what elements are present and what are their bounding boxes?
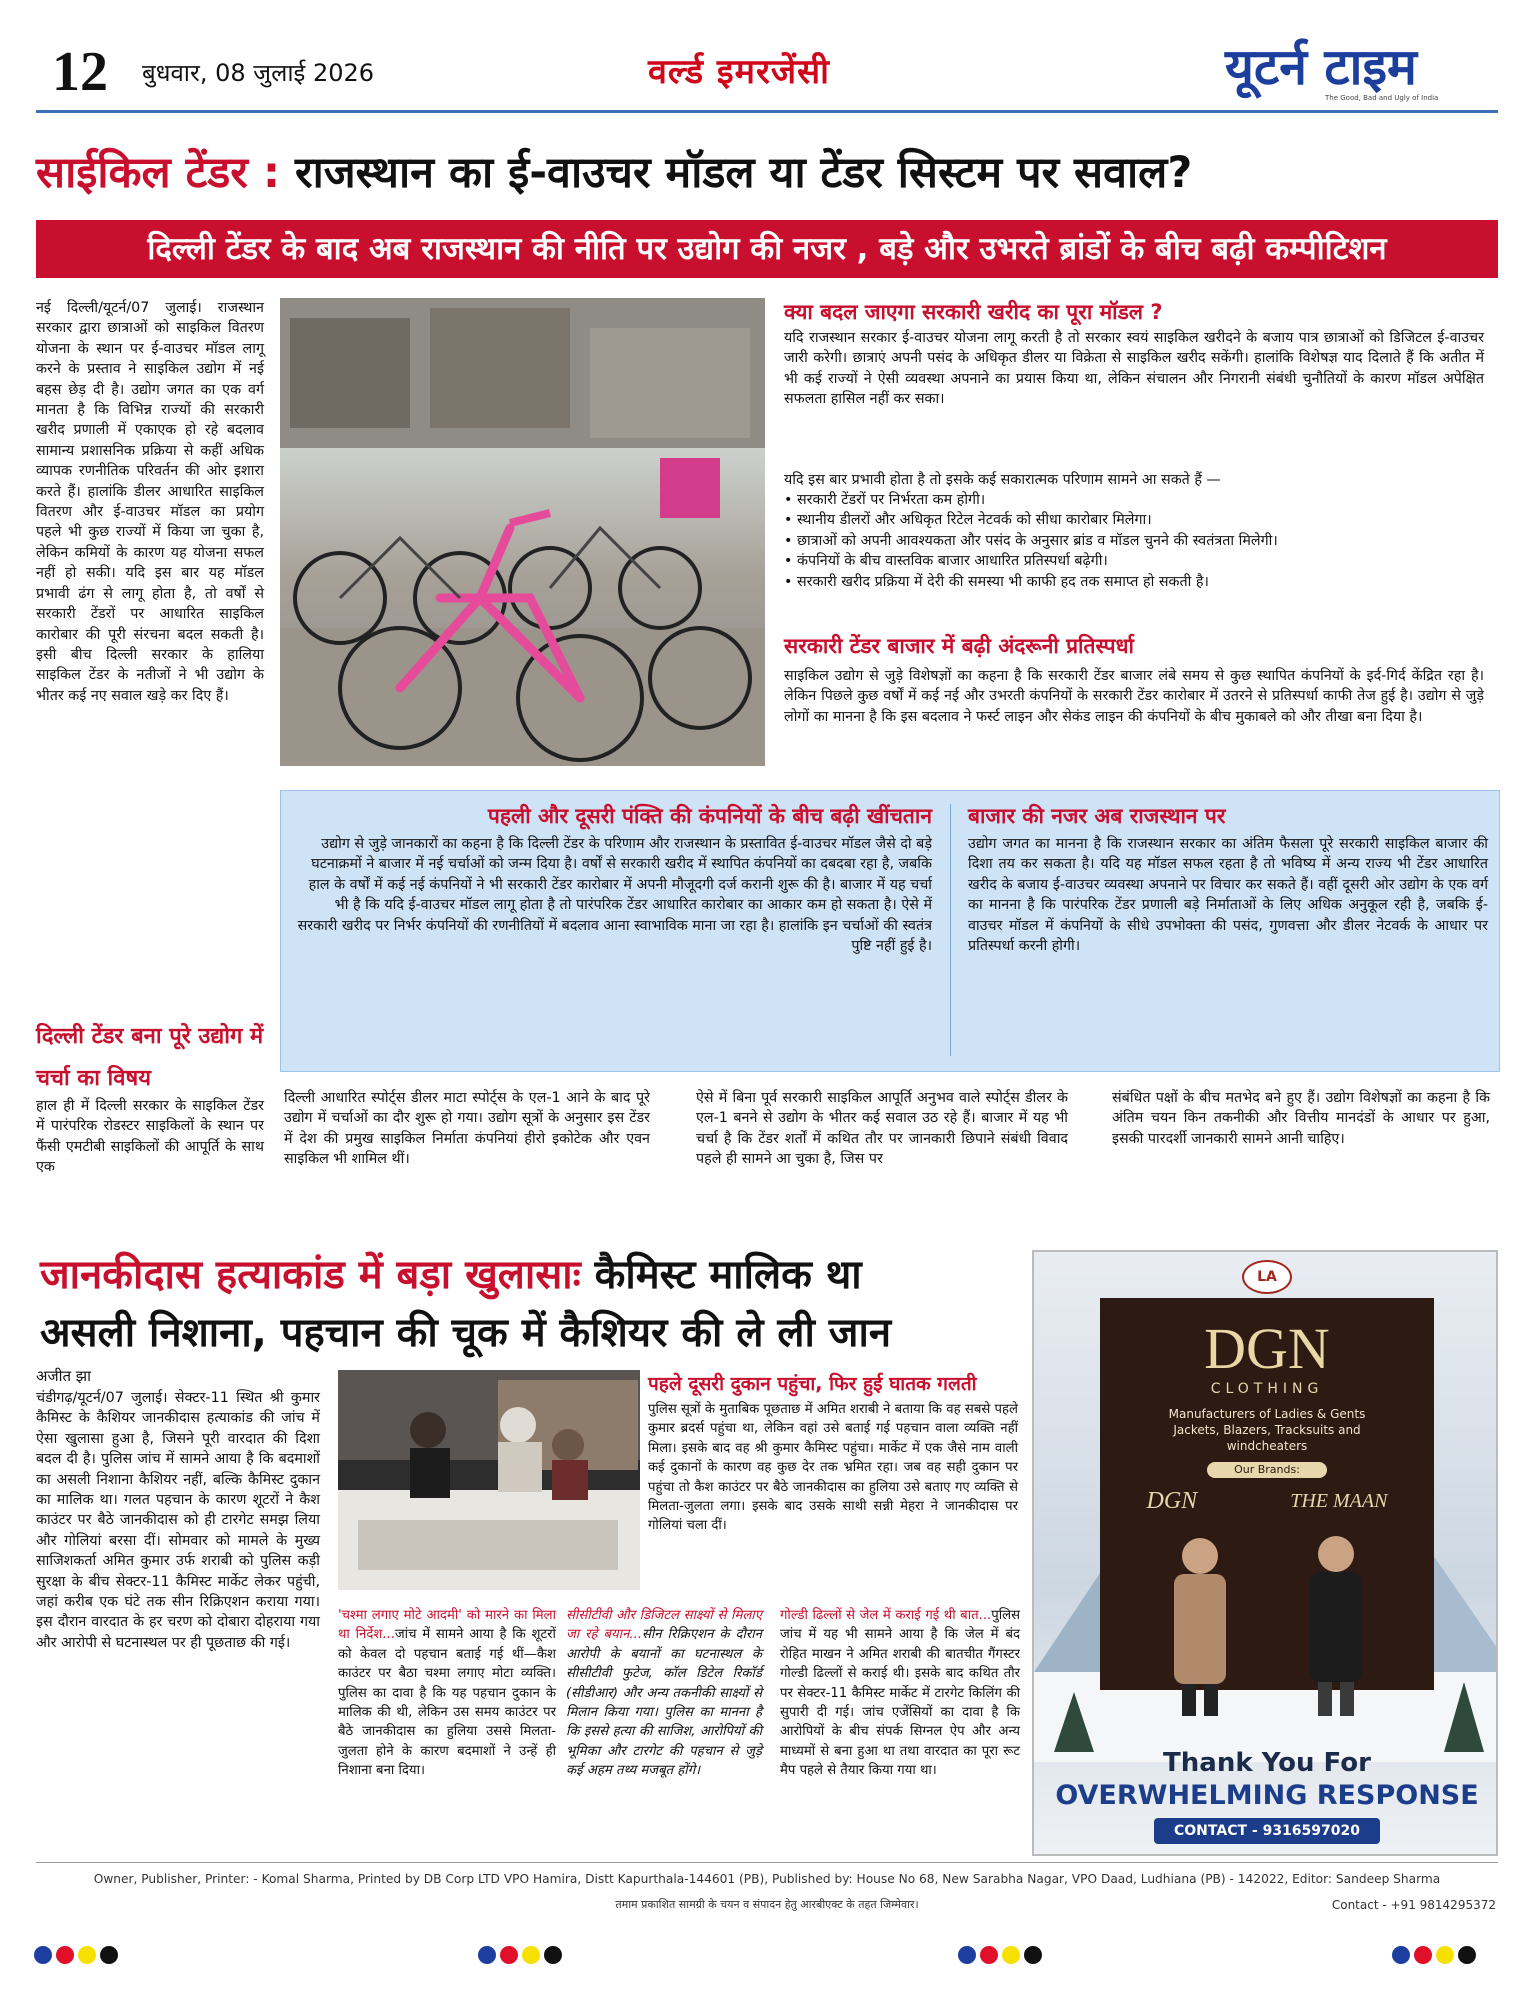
registration-marks-left [34, 1946, 122, 1968]
story1-subheadline: दिल्ली टेंडर के बाद अब राजस्थान की नीति पर उद्योग की नजर , बड़े और उभरते ब्रांडों के बीच बढ़ी कम्पीटिशन [36, 220, 1498, 278]
col-b-kicker: सीसीटीवी और डिजिटल साक्ष्यों से मिलाए जा रहे बयान... [566, 1608, 762, 1643]
issue-date: बुधवार, 08 जुलाई 2026 [142, 59, 375, 87]
footer-imprint: Owner, Publisher, Printer: - Komal Sharma, Printed by DB Corp LTD VPO Hamira, Distt Kapurthala-144601 (PB), Published by: House No 68, New Sarabha Nagar, VPO Daad, Ludhiana (PB) - 142022, Editor: Sandeep Sharma [93, 1872, 1441, 1886]
bullet-item: • छात्राओं को अपनी आवश्यकता और पसंद के अनुसार ब्रांड व मॉडल चुनने की स्वतंत्रता मिलेगी। [784, 532, 1278, 549]
masthead-logo: यूटर्न टाइम The Good, Bad and Ugly of India [1225, 38, 1439, 102]
story1-right-para-2: यदि इस बार प्रभावी होता है तो इसके कई सकारात्मक परिणाम सामने आ सकते हैं — [784, 472, 1221, 488]
story1-right-subhead-2: सरकारी टेंडर बाजार में बढ़ी अंदरूनी प्रतिस्पर्धा [784, 634, 1134, 658]
box-para-2: उद्योग जगत का मानना है कि राजस्थान सरकार का अंतिम फैसला पूरे सरकारी साइकिल बाजार की दिशा तय कर सकता है। यदि यह मॉडल सफल रहता है तो भविष्य में अन्य राज्य भी टेंडर आधारित खरीद के बजाय ई-वाउचर व्यवस्था अपनाने पर विचार कर सकते हैं। वहीं दूसरी ओर उद्योग के एक वर्ग का मानना है कि पारंपरिक टेंडर प्रणाली बड़े निर्माताओं के लिए अधिक अनुकूल रही है, जबकि ई-वाउचर मॉडल में कंपनियों के सीधे उपभोक्ता की पसंद, गुणवत्ता और डीलर नेटवर्क के आधार पर प्रतिस्पर्धा करनी होगी। [968, 836, 1488, 955]
bicycle-photo [280, 298, 765, 766]
section-title: वर्ल्ड इमरजेंसी [648, 52, 830, 92]
col-a-text: जांच में सामने आया है कि शूटरों को केवल दो पहचान बताई गई थीं—कैश काउंटर पर बैठा चश्मा लगाए मोटा व्यक्ति। पुलिस का दावा है कि यह पहचान दुकान के मालिक की थी, लेकिन उस समय काउंटर पर बैठे जानकीदास का हुलिया उससे मिलता-जुलता होने के कारण बदमाशों ने उन्हें ही निशाना बना दिया। [338, 1627, 556, 1779]
story2-byline: अजीत झा [36, 1367, 92, 1385]
bullet-item: • सरकारी खरीद प्रक्रिया में देरी की समस्या भी काफी हद तक समाप्त हो सकती है। [784, 573, 1209, 590]
story2-right-para: पुलिस सूत्रों के मुताबिक पूछताछ में अमित शराबी ने बताया कि वह सबसे पहले कुमार ब्रदर्स पहुंचा था, लेकिन वहां उसे बताई गई पहचान वाला व्यक्ति नहीं मिला। इसके बाद वह श्री कुमार कैमिस्ट पहुंचा। मार्केट में एक जैसे नाम वाली कई दुकानों के कारण वह कुछ देर तक भ्रमित रहा। जब वह सही दुकान पर पहुंचा तो कैश काउंटर पर बैठे जानकीदास का हुलिया उसे बताए गए व्यक्ति से मिलता-जुलता लगा। इसके बाद उसके साथी सन्नी मेहरा ने जानकीदास पर गोलियां चला दीं। [648, 1402, 1018, 1534]
ad-brand-2: THE MAAN [1290, 1490, 1388, 1512]
col-b-text: सीन रिक्रिएशन के दौरान आरोपी के बयानों का घटनास्थल के सीसीटीवी फुटेज, कॉल डिटेल रिकॉर्ड (सीडीआर) और अन्य तकनीकी साक्ष्यों से मिलान किया गया। पुलिस का मानना है कि इससे हत्या की साजिश, आरोपियों की भूमिका और टारगेट की पहचान से जुड़े कई अहम तथ्य मजबूत होंगे। [566, 1627, 762, 1779]
story1-bottom-col-3: संबंधित पक्षों के बीच मतभेद बने हुए हैं। उद्योग विशेषज्ञों का कहना है कि अंतिम चयन किन तकनीकी और वित्तीय मानदंडों के आधार पर हुआ, इसकी पारदर्शी जानकारी सामने आनी चाहिए। [1112, 1090, 1490, 1147]
ad-logo-badge: LA [1242, 1260, 1292, 1294]
footer-contact: Contact - +91 9814295372 [1331, 1898, 1496, 1912]
dgn-clothing-ad[interactable] [1032, 1250, 1498, 1856]
ad-tagline: Manufacturers of Ladies & Gents Jackets, Blazers, Tracksuits and windcheaters [1168, 1407, 1366, 1453]
story2-col-a [338, 1606, 556, 1781]
story1-left-column: नई दिल्ली/यूटर्न/07 जुलाई। राजस्थान सरकार द्वारा छात्राओं को साइकिल वितरण योजना के स्थान पर ई-वाउचर मॉडल लागू करने के प्रस्ताव ने साइकिल उद्योग में नई बहस छेड़ दी है। उद्योग जगत का एक वर्ग मानता है कि विभिन्न राज्यों की सरकारी खरीद प्रणाली में एकाएक हो रहे बदलाव सामान्य प्रशासनिक प्रक्रिया से कहीं अधिक व्यापक रणनीतिक परिवर्तन की ओर इशारा करते हैं। हालांकि डीलर आधारित साइकिल वितरण और ई-वाउचर मॉडल का प्रयोग पहले भी कुछ राज्यों में किया जा चुका है, लेकिन कमियों के कारण यह योजना सफल नहीं हो सकी। यदि इस बार यह मॉडल प्रभावी ढंग से लागू होता है, तो वर्षों से सरकारी टेंडरों पर आधारित साइकिल कारोबार की पूरी संरचना बदल सकती है। इसी बीच दिल्ली सरकार के हालिया साइकिल टेंडर के नतीजों ने भी उद्योग के भीतर कई नए सवाल खड़े कर दिए हैं। [36, 300, 264, 704]
story1-bottom-col-2: ऐसे में बिना पूर्व सरकारी साइकिल आपूर्ति अनुभव वाले स्पोर्ट्स डीलर के एल-1 बनने से उद्योग के भीतर कई सवाल उठ रहे हैं। बाजार में यह भी चर्चा है कि टेंडर शर्तों में कथित तौर पर जानकारी छिपाने संबंधी विवाद पहले ही सामने आ चुका है, जिस पर [696, 1090, 1068, 1168]
bullet-item: • सरकारी टेंडरों पर निर्भरता कम होगी। [784, 492, 986, 508]
col-c-text: पुलिस जांच में यह भी सामने आया है कि जेल में बंद रोहित माखन ने अमित शराबी की बातचीत गैंगस्टर गोल्डी ढिल्लों से कराई थी। इसके बाद कथित तौर पर सेक्टर-11 कैमिस्ट मार्केट में टारगेट किलिंग की सुपारी दी गई। जांच एजेंसियों का दावा है कि आरोपियों के बीच संपर्क सिग्नल ऐप और अन्य माध्यमों से बना हुआ था तथा वारदात का पूरा रूट मैप पहले से तैयार किया गया था। [780, 1608, 1020, 1779]
story1-bullet-list [784, 490, 1484, 592]
story1-bottom-col-1: दिल्ली आधारित स्पोर्ट्स डीलर माटा स्पोर्ट्स के एल-1 आने के बाद पूरे उद्योग में चर्चाओं का दौर शुरू हो गया। उद्योग सूत्रों के अनुसार इस टेंडर में देश की प्रमुख साइकिल निर्माता कंपनियां हीरो इकोटेक और एवन साइकिल भी शामिल थीं। [284, 1090, 650, 1168]
story1-headline: साईकिल टेंडर : राजस्थान का ई-वाउचर मॉडल या टेंडर सिस्टम पर सवाल? [36, 148, 1193, 198]
story2-right-subhead: पहले दूसरी दुकान पहुंचा, फिर हुई घातक गलती [648, 1373, 977, 1395]
ad-brand-1: DGN [1146, 1488, 1198, 1514]
ad-models-illustration [1100, 1516, 1434, 1716]
registration-marks-center [478, 1946, 566, 1968]
story2-left-column: चंडीगढ़/यूटर्न/07 जुलाई। सेक्टर-11 स्थित श्री कुमार कैमिस्ट के कैशियर जानकीदास हत्याकांड की जांच में ऐसा खुलासा हुआ है, जिसने पूरी वारदात की दिशा बदल दी है। पुलिस जांच में सामने आया है कि बदमाशों का असली निशाना कैशियर नहीं, बल्कि कैमिस्ट दुकान का मालिक था। गलत पहचान के कारण शूटरों ने कैश काउंटर पर बैठे जानकीदास को ही टारगेट समझ लिया और गोलियां बरसा दीं। सोमवार को मामले के मुख्य साजिशकर्ता अमित कुमार उर्फ शराबी को पुलिस कड़ी सुरक्षा के बीच सेक्टर-11 कैमिस्ट मार्केट लेकर पहुंची, जहां करीब एक घंटे तक सीन रिक्रिएशन कराया गया। इस दौरान वारदात के हर चरण को दोबारा दोहराया गया और आरोपी से घटनास्थल पर ही पूछताछ की गई। [36, 1390, 320, 1651]
footer-rule [36, 1862, 1498, 1863]
ad-banner [1100, 1298, 1434, 1690]
ad-thanks-line-1: Thank You For [1163, 1748, 1371, 1778]
bicycle-photo-illustration [280, 298, 765, 766]
bullet-item: • कंपनियों के बीच वास्तविक बाजार आधारित प्रतिस्पर्धा बढ़ेगी। [784, 553, 1108, 570]
ad-brand-row [1100, 1486, 1434, 1516]
col-c-kicker: गोल्डी ढिल्लों से जेल में कराई गई थी बात... [780, 1608, 992, 1623]
header-rule [36, 110, 1498, 113]
page-number: 12 [52, 41, 108, 103]
registration-marks-right-center [958, 1946, 1046, 1968]
story2-col-b [566, 1606, 762, 1781]
footer-note: तमाम प्रकाशित सामग्री के चयन व संपादन हेतु आरबीएक्ट के तहत जिम्मेवार। [615, 1898, 919, 1911]
story2-headline: जानकीदास हत्याकांड में बड़ा खुलासाः कैमिस्ट मालिक था असली निशाना, पहचान की चूक में कैशियर की ले ली जान [40, 1252, 892, 1356]
ad-brand-sub: CLOTHING [1210, 1381, 1324, 1397]
box-divider [950, 804, 951, 1056]
box-subhead-2: बाजार की नजर अब राजस्थान पर [968, 804, 1226, 828]
ad-our-brands: Our Brands: [1207, 1462, 1327, 1478]
story1-right-para-1: यदि राजस्थान सरकार ई-वाउचर योजना लागू करती है तो सरकार स्वयं साइकिल खरीदने के बजाय पात्र छात्राओं को डिजिटल ई-वाउचर जारी करेगी। छात्राएं अपनी पसंद के अधिकृत डीलर या विक्रेता से साइकिल खरीद सकेंगी। हालांकि विशेषज्ञ याद दिलाते हैं कि अतीत में भी कई राज्यों ने ऐसी व्यवस्था अपनाने का प्रयास किया था, लेकिन संचालन और निगरानी संबंधी चुनौतियों के कारण मॉडल अपेक्षित सफलता हासिल नहीं कर सका। [784, 330, 1484, 408]
ad-contact[interactable]: CONTACT - 9316597020 [1154, 1818, 1380, 1844]
col-a-kicker: 'चश्मा लगाए मोटे आदमी' को मारने का मिला था निर्देश... [338, 1608, 556, 1643]
story1-right-subhead-1: क्या बदल जाएगा सरकारी खरीद का पूरा मॉडल ? [784, 300, 1163, 324]
story1-right-para-3: साइकिल उद्योग से जुड़े विशेषज्ञों का कहना है कि सरकारी टेंडर बाजार लंबे समय से कुछ स्थापित कंपनियों के इर्द-गिर्द केंद्रित रहा है। लेकिन पिछले कुछ वर्षों में कई नई और उभरती कंपनियों के सरकारी टेंडर कारोबार में उतरने से प्रतिस्पर्धा काफी तेज हुई है। उद्योग से जुड़े लोगों का मानना है कि इस बदलाव ने फर्स्ट लाइन और सेकंड लाइन की कंपनियों के बीच मुकाबले को और तीखा बना दिया है। [784, 668, 1484, 725]
cctv-photo [338, 1370, 640, 1590]
box-para-1: उद्योग से जुड़े जानकारों का कहना है कि दिल्ली टेंडर के परिणाम और राजस्थान के प्रस्तावित ई-वाउचर मॉडल जैसे दो बड़े घटनाक्रमों ने बाजार में नई चर्चाओं को जन्म दिया है। वर्षों से सरकारी खरीद में स्थापित कंपनियों का दबदबा रहा है, जबकि हाल के वर्षों में कई नई कंपनियों ने भी सरकारी टेंडर कारोबार में अपनी मौजूदगी दर्ज करानी शुरू की है। बाजार में यह चर्चा भी है कि यदि ई-वाउचर मॉडल लागू होता है तो पारंपरिक टेंडर आधारित कारोबार का आकार कम हो सकता है। ऐसे में सरकारी खरीद पर निर्भर कंपनियों की रणनीतियों में बदलाव आना स्वाभाविक माना जा रहा है। हालांकि इन चर्चाओं की स्वतंत्र पुष्टि नहीं हुई है। [297, 836, 932, 955]
ad-thanks-line-2: OVERWHELMING RESPONSE [1055, 1780, 1479, 1811]
registration-marks-right [1392, 1946, 1480, 1968]
story1-left-subhead: दिल्ली टेंडर बना पूरे उद्योग में चर्चा का विषय [36, 1024, 264, 1091]
cctv-illustration [338, 1370, 640, 1590]
story2-col-c [780, 1606, 1020, 1781]
story1-left-column-2: हाल ही में दिल्ली सरकार के साइकिल टेंडर में पारंपरिक रोडस्टर साइकिलों के स्थान पर फैंसी एमटीबी साइकिलों की आपूर्ति के साथ एक [36, 1098, 264, 1176]
ad-brand: DGN [1204, 1316, 1330, 1381]
box-subhead-1: पहली और दूसरी पंक्ति की कंपनियों के बीच बढ़ी खींचतान [487, 804, 932, 828]
bullet-item: • स्थानीय डीलरों और अधिकृत रिटेल नेटवर्क को सीधा कारोबार मिलेगा। [784, 512, 1152, 529]
